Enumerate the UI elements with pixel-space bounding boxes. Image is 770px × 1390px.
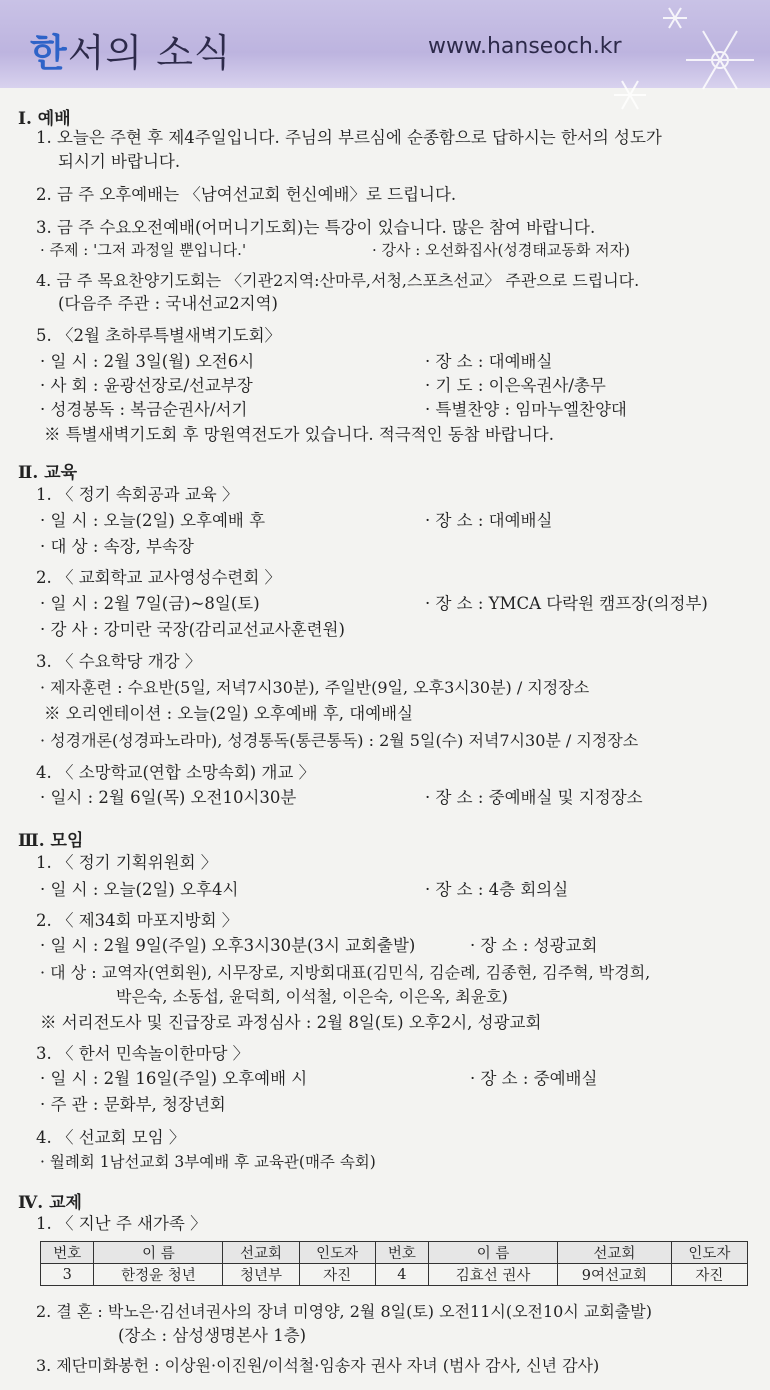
section-worship-title: Ⅰ. 예배 — [18, 109, 71, 129]
fellowship-item-3: 3. 제단미화봉헌 : 이상원·이진원/이석철·임송자 권사 자녀 (범사 감사, 신년 감사) — [36, 1356, 600, 1375]
meeting-item-3-place: · 장 소 : 중예배실 — [470, 1069, 598, 1088]
fellowship-item-2: 2. 결 혼 : 박노은·김선녀권사의 장녀 미영양, 2월 8일(토) 오전11시(오전10시 교회출발) — [36, 1302, 652, 1321]
education-item-2-date: · 일 시 : 2월 7일(금)~8일(토) — [40, 594, 260, 613]
worship-item-5-choir: · 특별찬양 : 임마누엘찬양대 — [425, 400, 627, 419]
meeting-item-2-note: ※ 서리전도사 및 진급장로 과정심사 : 2월 8일(토) 오후2시, 성광교회 — [40, 1013, 542, 1032]
education-item-3-orientation: ※ 오리엔테이션 : 오늘(2일) 오후예배 후, 대예배실 — [44, 704, 414, 723]
section-fellowship-title: Ⅳ. 교제 — [18, 1193, 82, 1213]
education-item-1-target: · 대 상 : 속장, 부속장 — [40, 537, 194, 556]
header-banner — [0, 0, 770, 88]
section-education-title: Ⅱ. 교육 — [18, 463, 78, 483]
table-header-cell: 인도자 — [671, 1242, 747, 1264]
worship-item-5-place: · 장 소 : 대예배실 — [425, 352, 553, 371]
table-header-cell: 선교회 — [558, 1242, 672, 1264]
meeting-item-3-date: · 일 시 : 2월 16일(주일) 오후예배 시 — [40, 1069, 308, 1088]
worship-item-5-prayer: · 기 도 : 이은옥권사/총무 — [425, 376, 606, 395]
table-cell: 자진 — [299, 1264, 375, 1286]
table-header-cell: 선교회 — [223, 1242, 299, 1264]
worship-item-5-host: · 사 회 : 윤광선장로/선교부장 — [40, 376, 253, 395]
worship-item-3-speaker: · 강사 : 오선화집사(성경태교동화 저자) — [372, 241, 630, 259]
education-item-4-place: · 장 소 : 중예배실 및 지정장소 — [425, 788, 643, 807]
meeting-item-1-date: · 일 시 : 오늘(2일) 오후4시 — [40, 880, 239, 899]
new-family-table — [40, 1241, 748, 1286]
worship-item-1-cont: 되시기 바랍니다. — [58, 152, 181, 171]
worship-item-3: 3. 금 주 수요오전예배(어머니기도회)는 특강이 있습니다. 많은 참여 바랍니다. — [36, 218, 596, 237]
newsletter-title — [30, 22, 232, 77]
education-item-1: 1. 〈 정기 속회공과 교육 〉 — [36, 485, 239, 504]
worship-item-2: 2. 금 주 오후예배는 〈남여선교회 헌신예배〉로 드립니다. — [36, 185, 457, 204]
worship-item-5-note: ※ 특별새벽기도회 후 망원역전도가 있습니다. 적극적인 동참 바랍니다. — [44, 425, 554, 444]
education-item-4: 4. 〈 소망학교(연합 소망속회) 개교 〉 — [36, 763, 316, 782]
table-header-cell: 이 름 — [429, 1242, 558, 1264]
table-cell: 자진 — [671, 1264, 747, 1286]
meeting-item-2: 2. 〈 제34회 마포지방회 〉 — [36, 911, 239, 930]
table-cell: 김효선 권사 — [429, 1264, 558, 1286]
meeting-item-2-target-cont: 박은숙, 소동섭, 윤덕희, 이석철, 이은숙, 이은옥, 최윤호) — [116, 987, 508, 1006]
worship-item-1: 1. 오늘은 주현 후 제4주일입니다. 주님의 부르심에 순종함으로 답하시는 한서의 성도가 — [36, 128, 662, 147]
meeting-item-3-host: · 주 관 : 문화부, 청장년회 — [40, 1095, 226, 1114]
worship-item-5: 5. 〈2월 초하루특별새벽기도회〉 — [36, 326, 282, 345]
table-cell: 9여선교회 — [558, 1264, 672, 1286]
table-cell: 한정윤 청년 — [94, 1264, 223, 1286]
education-item-2: 2. 〈 교회학교 교사영성수련회 〉 — [36, 568, 282, 587]
table-cell: 3 — [41, 1264, 94, 1286]
table-header-cell: 번호 — [41, 1242, 94, 1264]
title-accent: 한 — [30, 31, 68, 75]
worship-item-4-next: (다음주 주관 : 국내선교2지역) — [58, 294, 278, 313]
table-header-row — [41, 1242, 748, 1264]
snowflake-icon — [570, 0, 770, 110]
meeting-item-4-detail: · 월례회 1남선교회 3부예배 후 교육관(매주 속회) — [40, 1153, 376, 1171]
meeting-item-4: 4. 〈 선교회 모임 〉 — [36, 1128, 186, 1147]
worship-item-5-reading: · 성경봉독 : 복금순권사/서기 — [40, 400, 248, 419]
website-url: www.hanseoch.kr — [428, 34, 622, 59]
table-header-cell: 이 름 — [94, 1242, 223, 1264]
meeting-item-2-date: · 일 시 : 2월 9일(주일) 오후3시30분(3시 교회출발) — [40, 936, 416, 955]
table-header-cell: 번호 — [375, 1242, 428, 1264]
education-item-4-date: · 일시 : 2월 6일(목) 오전10시30분 — [40, 788, 297, 807]
worship-item-3-topic: · 주제 : '그저 과정일 뿐입니다.' — [40, 241, 247, 259]
meeting-item-3: 3. 〈 한서 민속놀이한마당 〉 — [36, 1044, 250, 1063]
education-item-1-place: · 장 소 : 대예배실 — [425, 511, 553, 530]
fellowship-item-1: 1. 〈 지난 주 새가족 〉 — [36, 1214, 207, 1233]
meeting-item-2-place: · 장 소 : 성광교회 — [470, 936, 598, 955]
education-item-2-place: · 장 소 : YMCA 다락원 캠프장(의정부) — [425, 594, 708, 613]
meeting-item-1: 1. 〈 정기 기획위원회 〉 — [36, 853, 218, 872]
education-item-3: 3. 〈 수요학당 개강 〉 — [36, 652, 202, 671]
table-header-cell: 인도자 — [299, 1242, 375, 1264]
education-item-3-training: · 제자훈련 : 수요반(5일, 저녁7시30분), 주일반(9일, 오후3시30분) / 지정장소 — [40, 678, 590, 697]
meeting-item-1-place: · 장 소 : 4층 회의실 — [425, 880, 569, 899]
table-cell: 청년부 — [223, 1264, 299, 1286]
education-item-3-bible: · 성경개론(성경파노라마), 성경통독(통큰통독) : 2월 5일(수) 저녁7시30분 / 지정장소 — [40, 731, 639, 750]
table-cell: 4 — [375, 1264, 428, 1286]
worship-item-4: 4. 금 주 목요찬양기도회는 〈기관2지역:산마루,서청,스포츠선교〉 주관으로 드립니다. — [36, 271, 640, 290]
meeting-item-2-target: · 대 상 : 교역자(연회원), 시무장로, 지방회대표(김민식, 김순례, 김종현, 김주혁, 박경희, — [40, 963, 651, 982]
education-item-2-speaker: · 강 사 : 강미란 국장(감리교선교사훈련원) — [40, 620, 345, 639]
fellowship-item-2-place: (장소 : 삼성생명본사 1층) — [118, 1326, 307, 1345]
worship-item-5-date: · 일 시 : 2월 3일(월) 오전6시 — [40, 352, 255, 371]
section-meeting-title: Ⅲ. 모임 — [18, 831, 84, 851]
table-row — [41, 1264, 748, 1286]
title-rest: 서의 소식 — [67, 31, 232, 75]
education-item-1-date: · 일 시 : 오늘(2일) 오후예배 후 — [40, 511, 266, 530]
